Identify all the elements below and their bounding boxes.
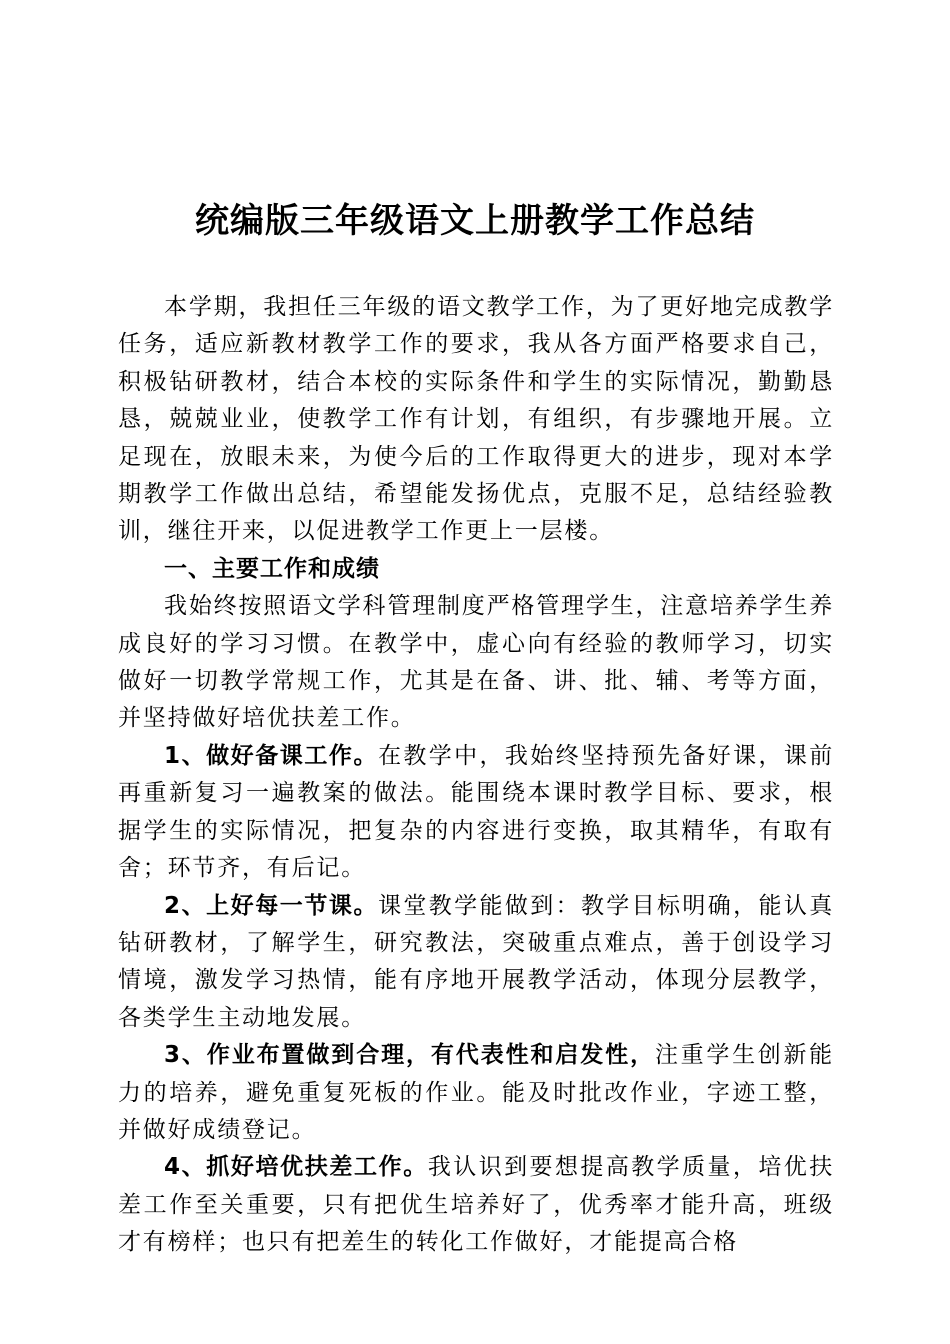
list-item-2: [118, 888, 834, 1038]
section-paragraph: 我始终按照语文学科管理制度严格管理学生，注意培养学生养成良好的学习习惯。在教学中，虚心向有经验的教师学习，切实做好一切教学常规工作，尤其是在备、讲、批、辅、考等方面，并坚持做好培优扶差工作。: [118, 593, 834, 732]
item-lead: 4、抓好培优扶差工作。: [164, 1154, 428, 1181]
item-lead: 1、做好备课工作。: [164, 742, 379, 769]
intro-paragraph: 本学期，我担任三年级的语文教学工作，为了更好地完成教学任务，适应新教材教学工作的要求，我从各方面严格要求自己，积极钻研教材，结合本校的实际条件和学生的实际情况，勤勤恳恳，兢兢业业，使教学工作有计划，有组织，有步骤地开展。立足现在，放眼未来，为使今后的工作取得更大的进步，现对本学期教学工作做出总结，希望能发扬优点，克服不足，总结经验教训，继往开来，以促进教学工作更上一层楼。: [118, 294, 834, 545]
item-text: 课堂教学能做到：教学目标明确，能认真钻研教材，了解学生，研究教法，突破重点难点，善于创设学习情境，激发学习热情，能有序地开展教学活动，体现分层教学，各类学生主动地发展。: [118, 892, 834, 1031]
item-lead: 2、上好每一节课。: [164, 892, 379, 919]
list-item-3: [118, 1037, 834, 1149]
list-item-1: [118, 738, 834, 888]
item-text: 注重学生创新能力的培养，避免重复死板的作业。能及时批改作业，字迹工整，并做好成绩登记。: [118, 1042, 834, 1143]
document-body: [118, 289, 834, 1262]
item-text: 在教学中，我始终坚持预先备好课，课前再重新复习一遍教案的做法。能围绕本课时教学目标、要求，根据学生的实际情况，把复杂的内容进行变换，取其精华，有取有舍；环节齐，有后记。: [118, 742, 834, 882]
list-item-4: [118, 1149, 834, 1261]
item-lead: 3、作业布置做到合理，有代表性和启发性，: [164, 1042, 655, 1069]
section-heading: 一、主要工作和成绩: [164, 555, 380, 582]
item-text: 我认识到要想提高教学质量，培优扶差工作至关重要，只有把优生培养好了，优秀率才能升高，班级才有榜样；也只有把差生的转化工作做好，才能提高合格: [118, 1154, 834, 1256]
document-title: 统编版三年级语文上册教学工作总结: [195, 201, 755, 241]
